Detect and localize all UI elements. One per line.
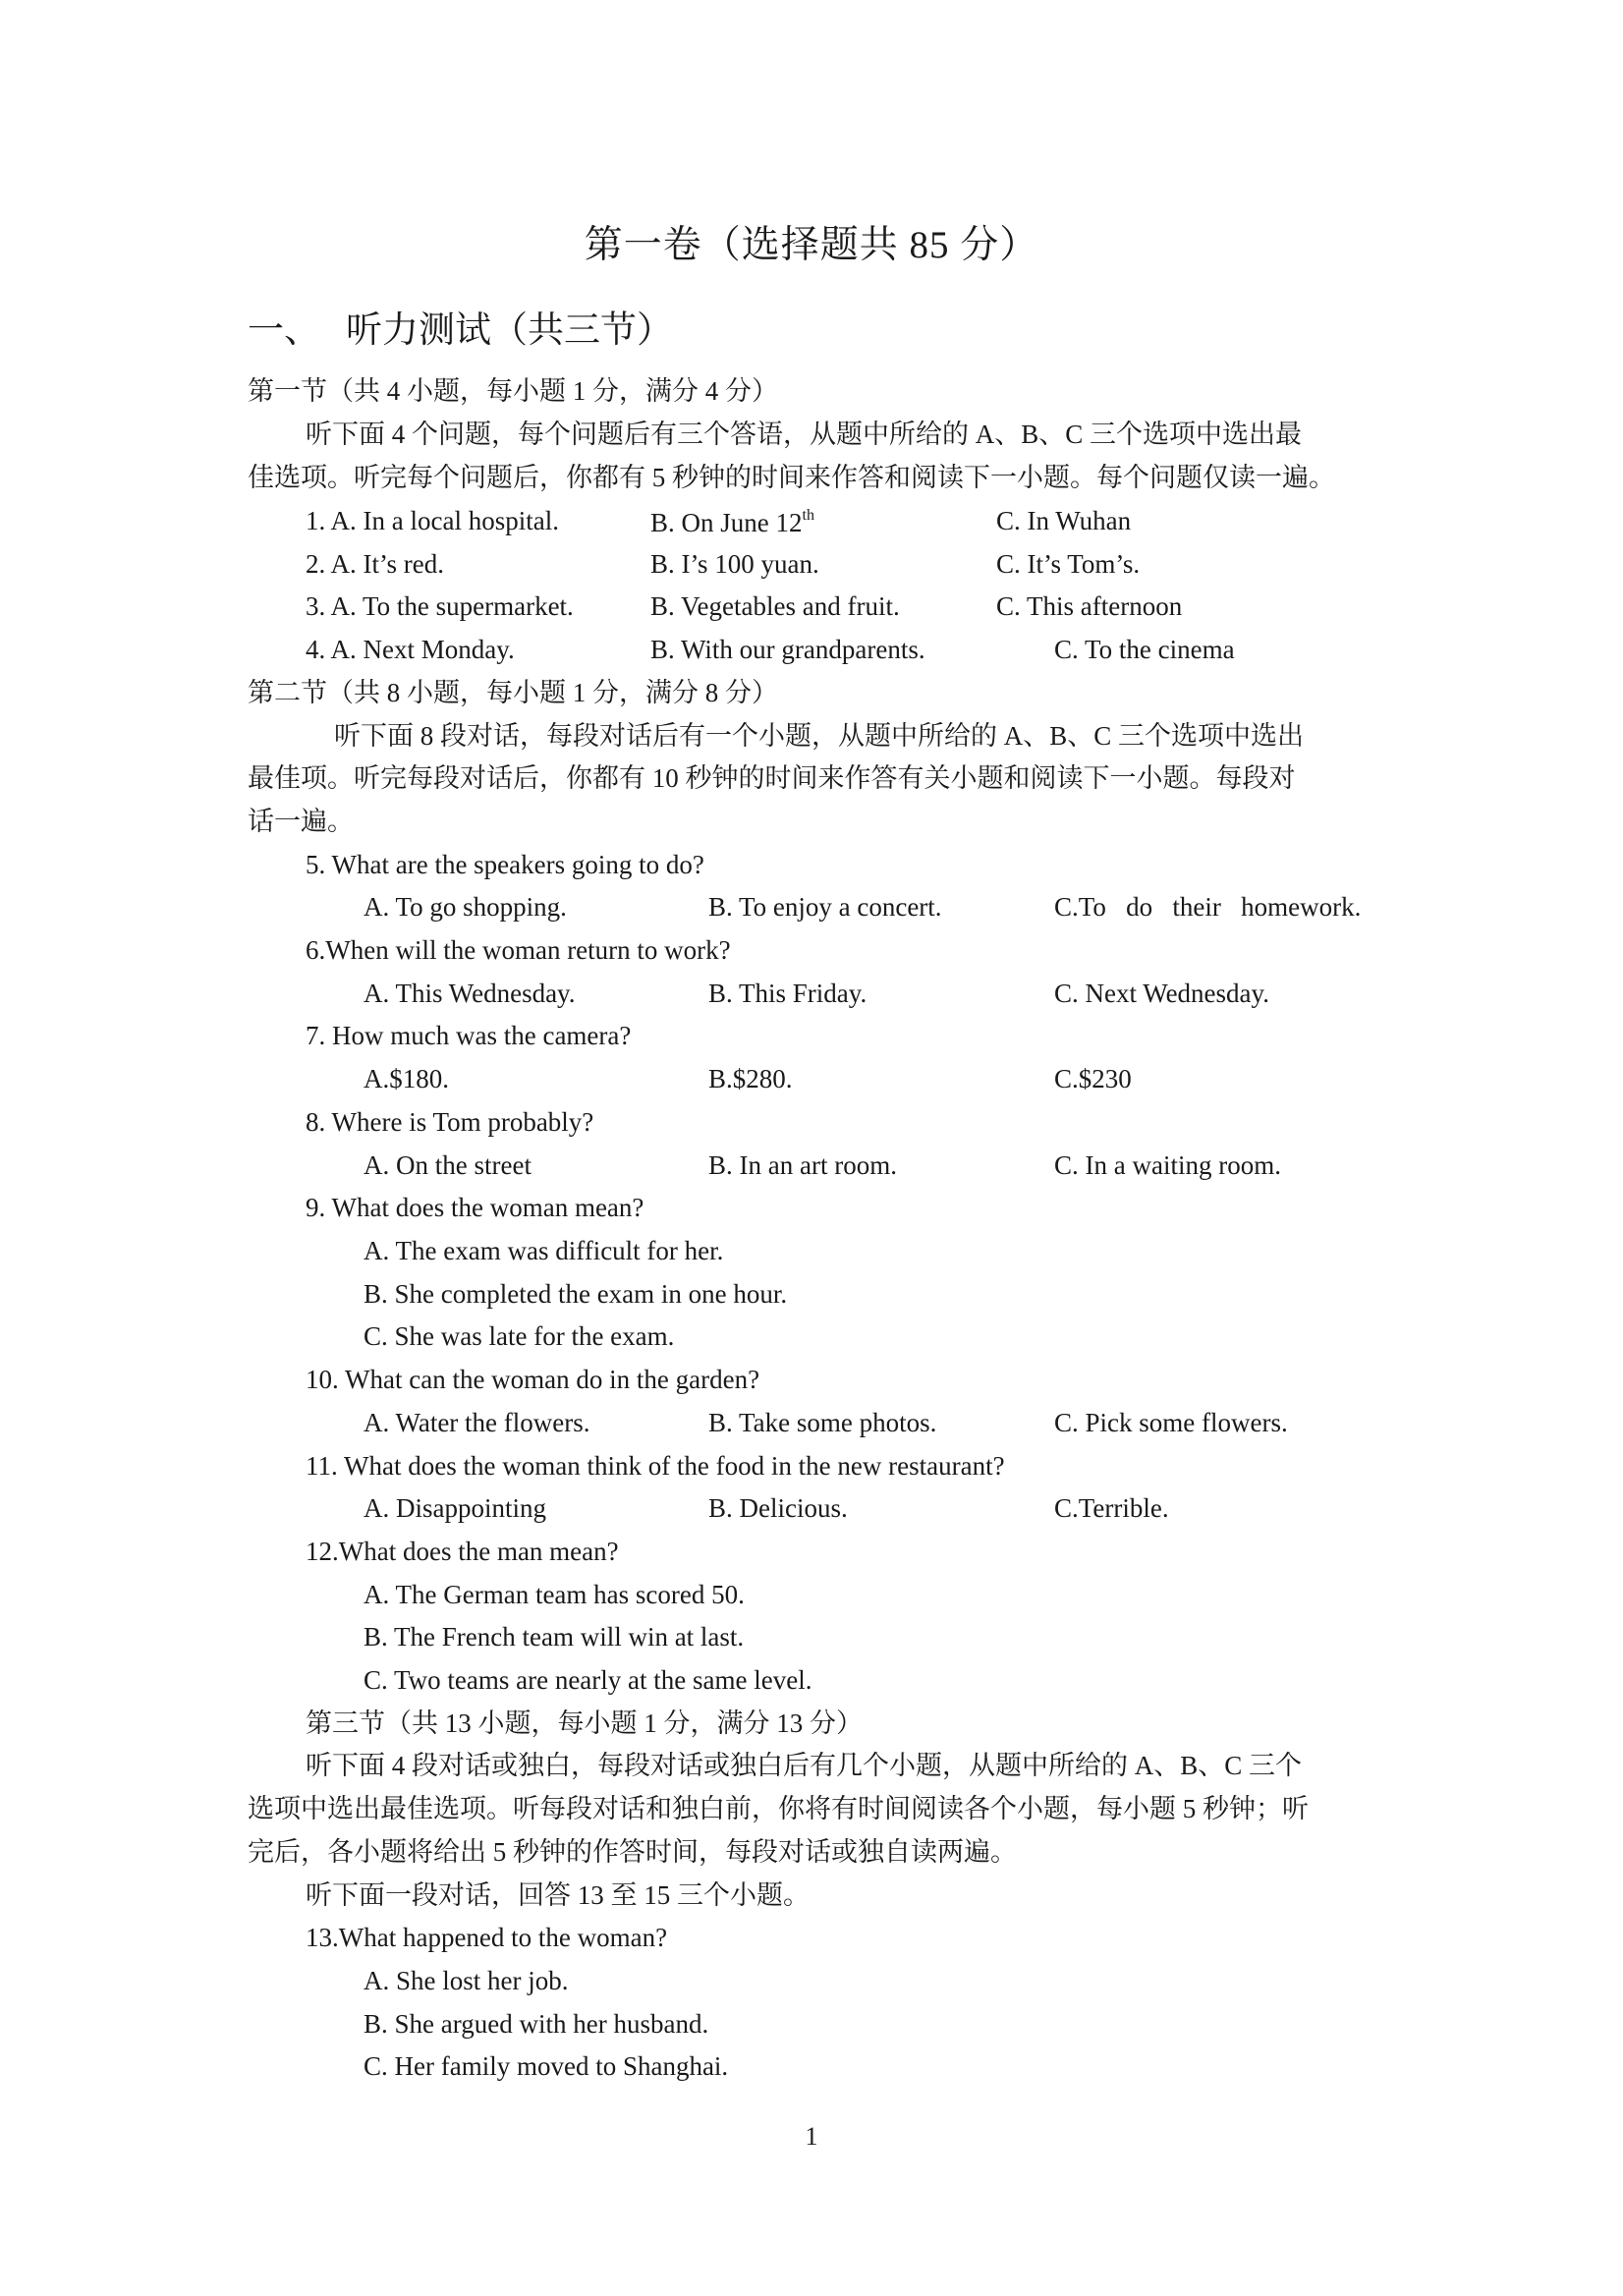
q8-question: 8. Where is Tom probably?: [306, 1107, 594, 1137]
q1-option-a: 1. A. In a local hospital.: [306, 506, 559, 535]
part1-instructions-line1: 听下面 4 个问题，每个问题后有三个答语，从题中所给的 A、B、C 三个选项中选出最: [306, 420, 1303, 449]
q4-option-b: B. With our grandparents.: [650, 635, 925, 664]
paper-title: 第一卷（选择题共 85 分）: [584, 224, 1039, 266]
q9-question: 9. What does the woman mean?: [306, 1193, 644, 1222]
q2-option-a: 2. A. It’s red.: [306, 549, 444, 579]
q6-question: 6.When will the woman return to work?: [306, 935, 731, 965]
q13-option-a: A. She lost her job.: [364, 1966, 569, 1995]
part2-instructions-line2: 最佳项。听完每段对话后，你都有 10 秒钟的时间来作答有关小题和阅读下一小题。每段对: [248, 763, 1296, 793]
section-title: 听力测试（共三节）: [346, 310, 673, 351]
q8-option-b: B. In an art room.: [708, 1150, 897, 1180]
part1-header: 第一节（共 4 小题，每小题 1 分，满分 4 分）: [248, 376, 778, 406]
q3-option-a: 3. A. To the supermarket.: [306, 591, 574, 621]
q2-option-c: C. It’s Tom’s.: [996, 549, 1141, 579]
q13-option-b: B. She argued with her husband.: [364, 2009, 709, 2039]
q13-question: 13.What happened to the woman?: [306, 1923, 668, 1952]
q11-option-b: B. Delicious.: [708, 1493, 848, 1523]
q1-option-b: B. On June 12th: [650, 507, 814, 537]
q7-option-b: B.$280.: [708, 1064, 793, 1093]
q8-option-c: C. In a waiting room.: [1054, 1150, 1281, 1180]
part3-instructions-line1: 听下面 4 段对话或独白，每段对话或独白后有几个小题，从题中所给的 A、B、C 三个: [306, 1751, 1303, 1780]
q5-option-a: A. To go shopping.: [364, 892, 567, 922]
q6-option-a: A. This Wednesday.: [364, 979, 576, 1008]
q10-option-c: C. Pick some flowers.: [1054, 1408, 1288, 1437]
section-heading: [248, 300, 673, 353]
section-number: 一、: [248, 310, 320, 351]
q3-option-b: B. Vegetables and fruit.: [650, 591, 900, 621]
q5-option-b: B. To enjoy a concert.: [708, 892, 942, 922]
q6-option-b: B. This Friday.: [708, 979, 867, 1008]
part2-header: 第二节（共 8 小题，每小题 1 分，满分 8 分）: [248, 678, 778, 707]
q9-option-c: C. She was late for the exam.: [364, 1321, 675, 1351]
q12-option-c: C. Two teams are nearly at the same level.: [364, 1665, 812, 1695]
q6-option-c: C. Next Wednesday.: [1054, 979, 1270, 1008]
q9-option-a: A. The exam was difficult for her.: [364, 1236, 724, 1265]
q8-option-a: A. On the street: [364, 1150, 532, 1180]
q7-option-a: A.$180.: [364, 1064, 449, 1093]
q11-option-a: A. Disappointing: [364, 1493, 546, 1523]
q3-option-c: C. This afternoon: [996, 591, 1183, 621]
q1-option-c: C. In Wuhan: [996, 506, 1132, 535]
part2-instructions-line3: 话一遍。: [248, 807, 354, 836]
q4-option-a: 4. A. Next Monday.: [306, 635, 515, 664]
q11-option-c: C.Terrible.: [1054, 1493, 1169, 1523]
part3-instructions-line3: 完后，各小题将给出 5 秒钟的作答时间，每段对话或独自读两遍。: [248, 1837, 1017, 1867]
part3-header: 第三节（共 13 小题，每小题 1 分，满分 13 分）: [306, 1708, 863, 1738]
q10-option-b: B. Take some photos.: [708, 1408, 937, 1437]
part2-instructions-line1: 听下面 8 段对话，每段对话后有一个小题，从题中所给的 A、B、C 三个选项中选出: [334, 721, 1305, 751]
q12-option-a: A. The German team has scored 50.: [364, 1580, 745, 1609]
q12-question: 12.What does the man mean?: [306, 1537, 619, 1566]
part3-lead: 听下面一段对话，回答 13 至 15 三个小题。: [306, 1880, 810, 1910]
q4-option-c: C. To the cinema: [1054, 635, 1235, 664]
part1-instructions-line2: 佳选项。听完每个问题后，你都有 5 秒钟的时间来作答和阅读下一小题。每个问题仅读一遍。: [248, 463, 1335, 492]
q13-option-c: C. Her family moved to Shanghai.: [364, 2051, 729, 2081]
q7-option-c: C.$230: [1054, 1064, 1132, 1093]
q9-option-b: B. She completed the exam in one hour.: [364, 1279, 788, 1309]
q11-question: 11. What does the woman think of the food in the new restaurant?: [306, 1451, 1005, 1481]
page-number: 1: [805, 2122, 818, 2151]
q5-question: 5. What are the speakers going to do?: [306, 850, 704, 879]
q2-option-b: B. I’s 100 yuan.: [650, 549, 819, 579]
q7-question: 7. How much was the camera?: [306, 1021, 632, 1050]
q5-option-c: C.To do their homework.: [1054, 892, 1362, 922]
q10-option-a: A. Water the flowers.: [364, 1408, 590, 1437]
q12-option-b: B. The French team will win at last.: [364, 1622, 745, 1652]
part3-instructions-line2: 选项中选出最佳选项。听每段对话和独白前，你将有时间阅读各个小题，每小题 5 秒钟；听: [248, 1794, 1309, 1823]
q10-question: 10. What can the woman do in the garden?: [306, 1365, 760, 1394]
